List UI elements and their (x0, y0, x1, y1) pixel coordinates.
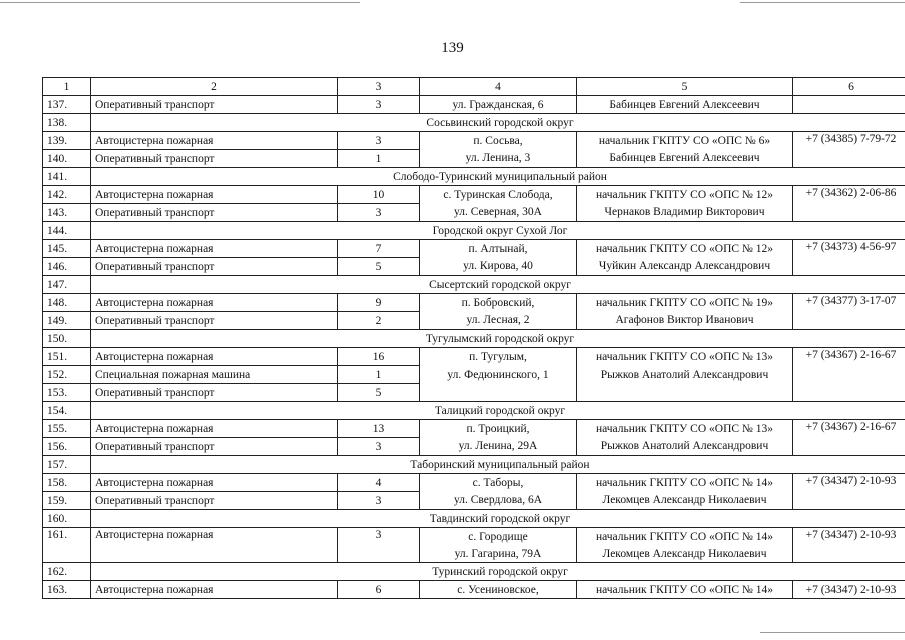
address: п. Тугулым, (420, 348, 577, 366)
phone: +7 (34347) 2-10-93 (793, 528, 905, 563)
district-name: Сосьвинский городской округ (91, 114, 905, 132)
row-number: 138. (43, 114, 91, 132)
row-number: 148. (43, 294, 91, 312)
address: ул. Ленина, 3 (420, 150, 577, 168)
vehicle-type: Автоцистерна пожарная (91, 186, 338, 204)
table-row (43, 384, 905, 402)
vehicle-type: Автоцистерна пожарная (91, 132, 338, 150)
row-number: 161. (43, 528, 91, 563)
district-row (43, 563, 905, 581)
column-header: 6 (793, 78, 905, 96)
address: ул. Ленина, 29А (420, 438, 577, 456)
column-header: 4 (420, 78, 577, 96)
table-row (43, 132, 905, 150)
responsible-person: начальник ГКПТУ СО «ОПС № 19» (577, 294, 793, 312)
address: п. Бобровский, (420, 294, 577, 312)
phone: +7 (34347) 2-10-93 (793, 581, 905, 599)
address: ул. Северная, 30А (420, 204, 577, 222)
row-number: 150. (43, 330, 91, 348)
table-row (43, 474, 905, 492)
row-number: 151. (43, 348, 91, 366)
scan-artifact-line (760, 632, 905, 633)
address: с. Таборы, (420, 474, 577, 492)
table-row (43, 312, 905, 330)
district-row (43, 168, 905, 186)
vehicle-type: Оперативный транспорт (91, 96, 338, 114)
fire-equipment-table (42, 77, 905, 599)
responsible-person: начальник ГКПТУ СО «ОПС № 14» (577, 474, 793, 492)
phone: +7 (34347) 2-10-93 (793, 474, 905, 510)
table-row (43, 258, 905, 276)
vehicle-type: Оперативный транспорт (91, 312, 338, 330)
vehicle-count: 5 (338, 384, 420, 402)
vehicle-count: 3 (338, 132, 420, 150)
address: с. Городище (420, 528, 577, 546)
vehicle-type: Автоцистерна пожарная (91, 240, 338, 258)
district-row (43, 222, 905, 240)
row-number: 155. (43, 420, 91, 438)
row-number: 139. (43, 132, 91, 150)
address: с. Усениновское, (420, 581, 577, 599)
responsible-person (577, 384, 793, 402)
responsible-person: начальник ГКПТУ СО «ОПС № 13» (577, 420, 793, 438)
district-name: Слободо-Туринский муниципальный район (91, 168, 905, 186)
responsible-person: начальник ГКПТУ СО «ОПС № 12» (577, 186, 793, 204)
address: ул. Гражданская, 6 (420, 96, 577, 114)
scan-artifact-line (740, 2, 905, 3)
responsible-person: Чернаков Владимир Викторович (577, 204, 793, 222)
row-number: 163. (43, 581, 91, 599)
responsible-person: начальник ГКПТУ СО «ОПС № 14» (577, 581, 793, 599)
row-number: 156. (43, 438, 91, 456)
phone: +7 (34377) 3-17-07 (793, 294, 905, 330)
vehicle-count: 4 (338, 474, 420, 492)
address: ул. Свердлова, 6А (420, 492, 577, 510)
vehicle-type: Автоцистерна пожарная (91, 528, 338, 563)
vehicle-count: 1 (338, 150, 420, 168)
phone (793, 96, 905, 114)
phone: +7 (34367) 2-16-67 (793, 348, 905, 402)
address-line-2: ул. Гагарина, 79А (420, 545, 577, 563)
row-number: 137. (43, 96, 91, 114)
vehicle-type: Оперативный транспорт (91, 150, 338, 168)
phone: +7 (34385) 7-79-72 (793, 132, 905, 168)
district-name: Туринский городской округ (91, 563, 905, 581)
row-number: 160. (43, 510, 91, 528)
vehicle-type: Автоцистерна пожарная (91, 581, 338, 599)
vehicle-count: 3 (338, 528, 420, 563)
column-header: 3 (338, 78, 420, 96)
district-row (43, 402, 905, 420)
address (420, 384, 577, 402)
address: ул. Федюнинского, 1 (420, 366, 577, 384)
vehicle-count: 3 (338, 96, 420, 114)
responsible-person: Чуйкин Александр Александрович (577, 258, 793, 276)
responsible-person-name: Лекомцев Александр Николаевич (577, 545, 793, 563)
row-number: 152. (43, 366, 91, 384)
district-name: Городской округ Сухой Лог (91, 222, 905, 240)
district-name: Тавдинский городской округ (91, 510, 905, 528)
vehicle-count: 10 (338, 186, 420, 204)
vehicle-type: Специальная пожарная машина (91, 366, 338, 384)
vehicle-count: 16 (338, 348, 420, 366)
column-header: 5 (577, 78, 793, 96)
column-header: 1 (43, 78, 91, 96)
phone: +7 (34362) 2-06-86 (793, 186, 905, 222)
vehicle-type: Оперативный транспорт (91, 438, 338, 456)
row-number: 147. (43, 276, 91, 294)
responsible-person: Рыжков Анатолий Александрович (577, 366, 793, 384)
vehicle-count: 13 (338, 420, 420, 438)
vehicle-type: Оперативный транспорт (91, 258, 338, 276)
table-row (43, 420, 905, 438)
vehicle-type: Автоцистерна пожарная (91, 348, 338, 366)
page-number: 139 (441, 40, 464, 56)
district-row (43, 510, 905, 528)
row-number: 162. (43, 563, 91, 581)
district-row (43, 114, 905, 132)
row-number: 158. (43, 474, 91, 492)
row-number: 142. (43, 186, 91, 204)
vehicle-count: 2 (338, 312, 420, 330)
table-row (43, 492, 905, 510)
address: п. Троицкий, (420, 420, 577, 438)
vehicle-type: Автоцистерна пожарная (91, 420, 338, 438)
vehicle-type: Оперативный транспорт (91, 384, 338, 402)
row-number: 144. (43, 222, 91, 240)
vehicle-count: 3 (338, 492, 420, 510)
table-row (43, 204, 905, 222)
district-name: Талицкий городской округ (91, 402, 905, 420)
table-row (43, 348, 905, 366)
row-number: 143. (43, 204, 91, 222)
address: п. Алтынай, (420, 240, 577, 258)
phone: +7 (34367) 2-16-67 (793, 420, 905, 456)
address: п. Сосьва, (420, 132, 577, 150)
district-name: Сысертский городской округ (91, 276, 905, 294)
table-row (43, 581, 905, 599)
table-row (43, 96, 905, 114)
vehicle-type: Автоцистерна пожарная (91, 294, 338, 312)
row-number: 154. (43, 402, 91, 420)
address: с. Туринская Слобода, (420, 186, 577, 204)
table-row (43, 528, 905, 546)
district-name: Тугулымский городской округ (91, 330, 905, 348)
row-number: 149. (43, 312, 91, 330)
responsible-person: Бабинцев Евгений Алексеевич (577, 150, 793, 168)
table-row (43, 438, 905, 456)
table-row (43, 150, 905, 168)
table-row (43, 294, 905, 312)
vehicle-count: 6 (338, 581, 420, 599)
district-row (43, 330, 905, 348)
vehicle-type: Оперативный транспорт (91, 204, 338, 222)
vehicle-count: 1 (338, 366, 420, 384)
responsible-person: Лекомцев Александр Николаевич (577, 492, 793, 510)
table-row (43, 366, 905, 384)
vehicle-count: 7 (338, 240, 420, 258)
scan-artifact-line (0, 2, 360, 3)
responsible-person: Рыжков Анатолий Александрович (577, 438, 793, 456)
row-number: 153. (43, 384, 91, 402)
responsible-person: начальник ГКПТУ СО «ОПС № 12» (577, 240, 793, 258)
vehicle-count: 3 (338, 438, 420, 456)
table-header-row (43, 78, 905, 96)
row-number: 157. (43, 456, 91, 474)
vehicle-count: 5 (338, 258, 420, 276)
district-row (43, 456, 905, 474)
phone: +7 (34373) 4-56-97 (793, 240, 905, 276)
column-header: 2 (91, 78, 338, 96)
row-number: 146. (43, 258, 91, 276)
responsible-person: начальник ГКПТУ СО «ОПС № 6» (577, 132, 793, 150)
responsible-person: Бабинцев Евгений Алексеевич (577, 96, 793, 114)
table-row (43, 240, 905, 258)
row-number: 140. (43, 150, 91, 168)
row-number: 141. (43, 168, 91, 186)
vehicle-count: 3 (338, 204, 420, 222)
responsible-person: начальник ГКПТУ СО «ОПС № 14» (577, 528, 793, 546)
address: ул. Лесная, 2 (420, 312, 577, 330)
row-number: 145. (43, 240, 91, 258)
vehicle-type: Оперативный транспорт (91, 492, 338, 510)
row-number: 159. (43, 492, 91, 510)
table-row (43, 186, 905, 204)
district-row (43, 276, 905, 294)
vehicle-count: 9 (338, 294, 420, 312)
responsible-person: Агафонов Виктор Иванович (577, 312, 793, 330)
address: ул. Кирова, 40 (420, 258, 577, 276)
district-name: Таборинский муниципальный район (91, 456, 905, 474)
responsible-person: начальник ГКПТУ СО «ОПС № 13» (577, 348, 793, 366)
vehicle-type: Автоцистерна пожарная (91, 474, 338, 492)
